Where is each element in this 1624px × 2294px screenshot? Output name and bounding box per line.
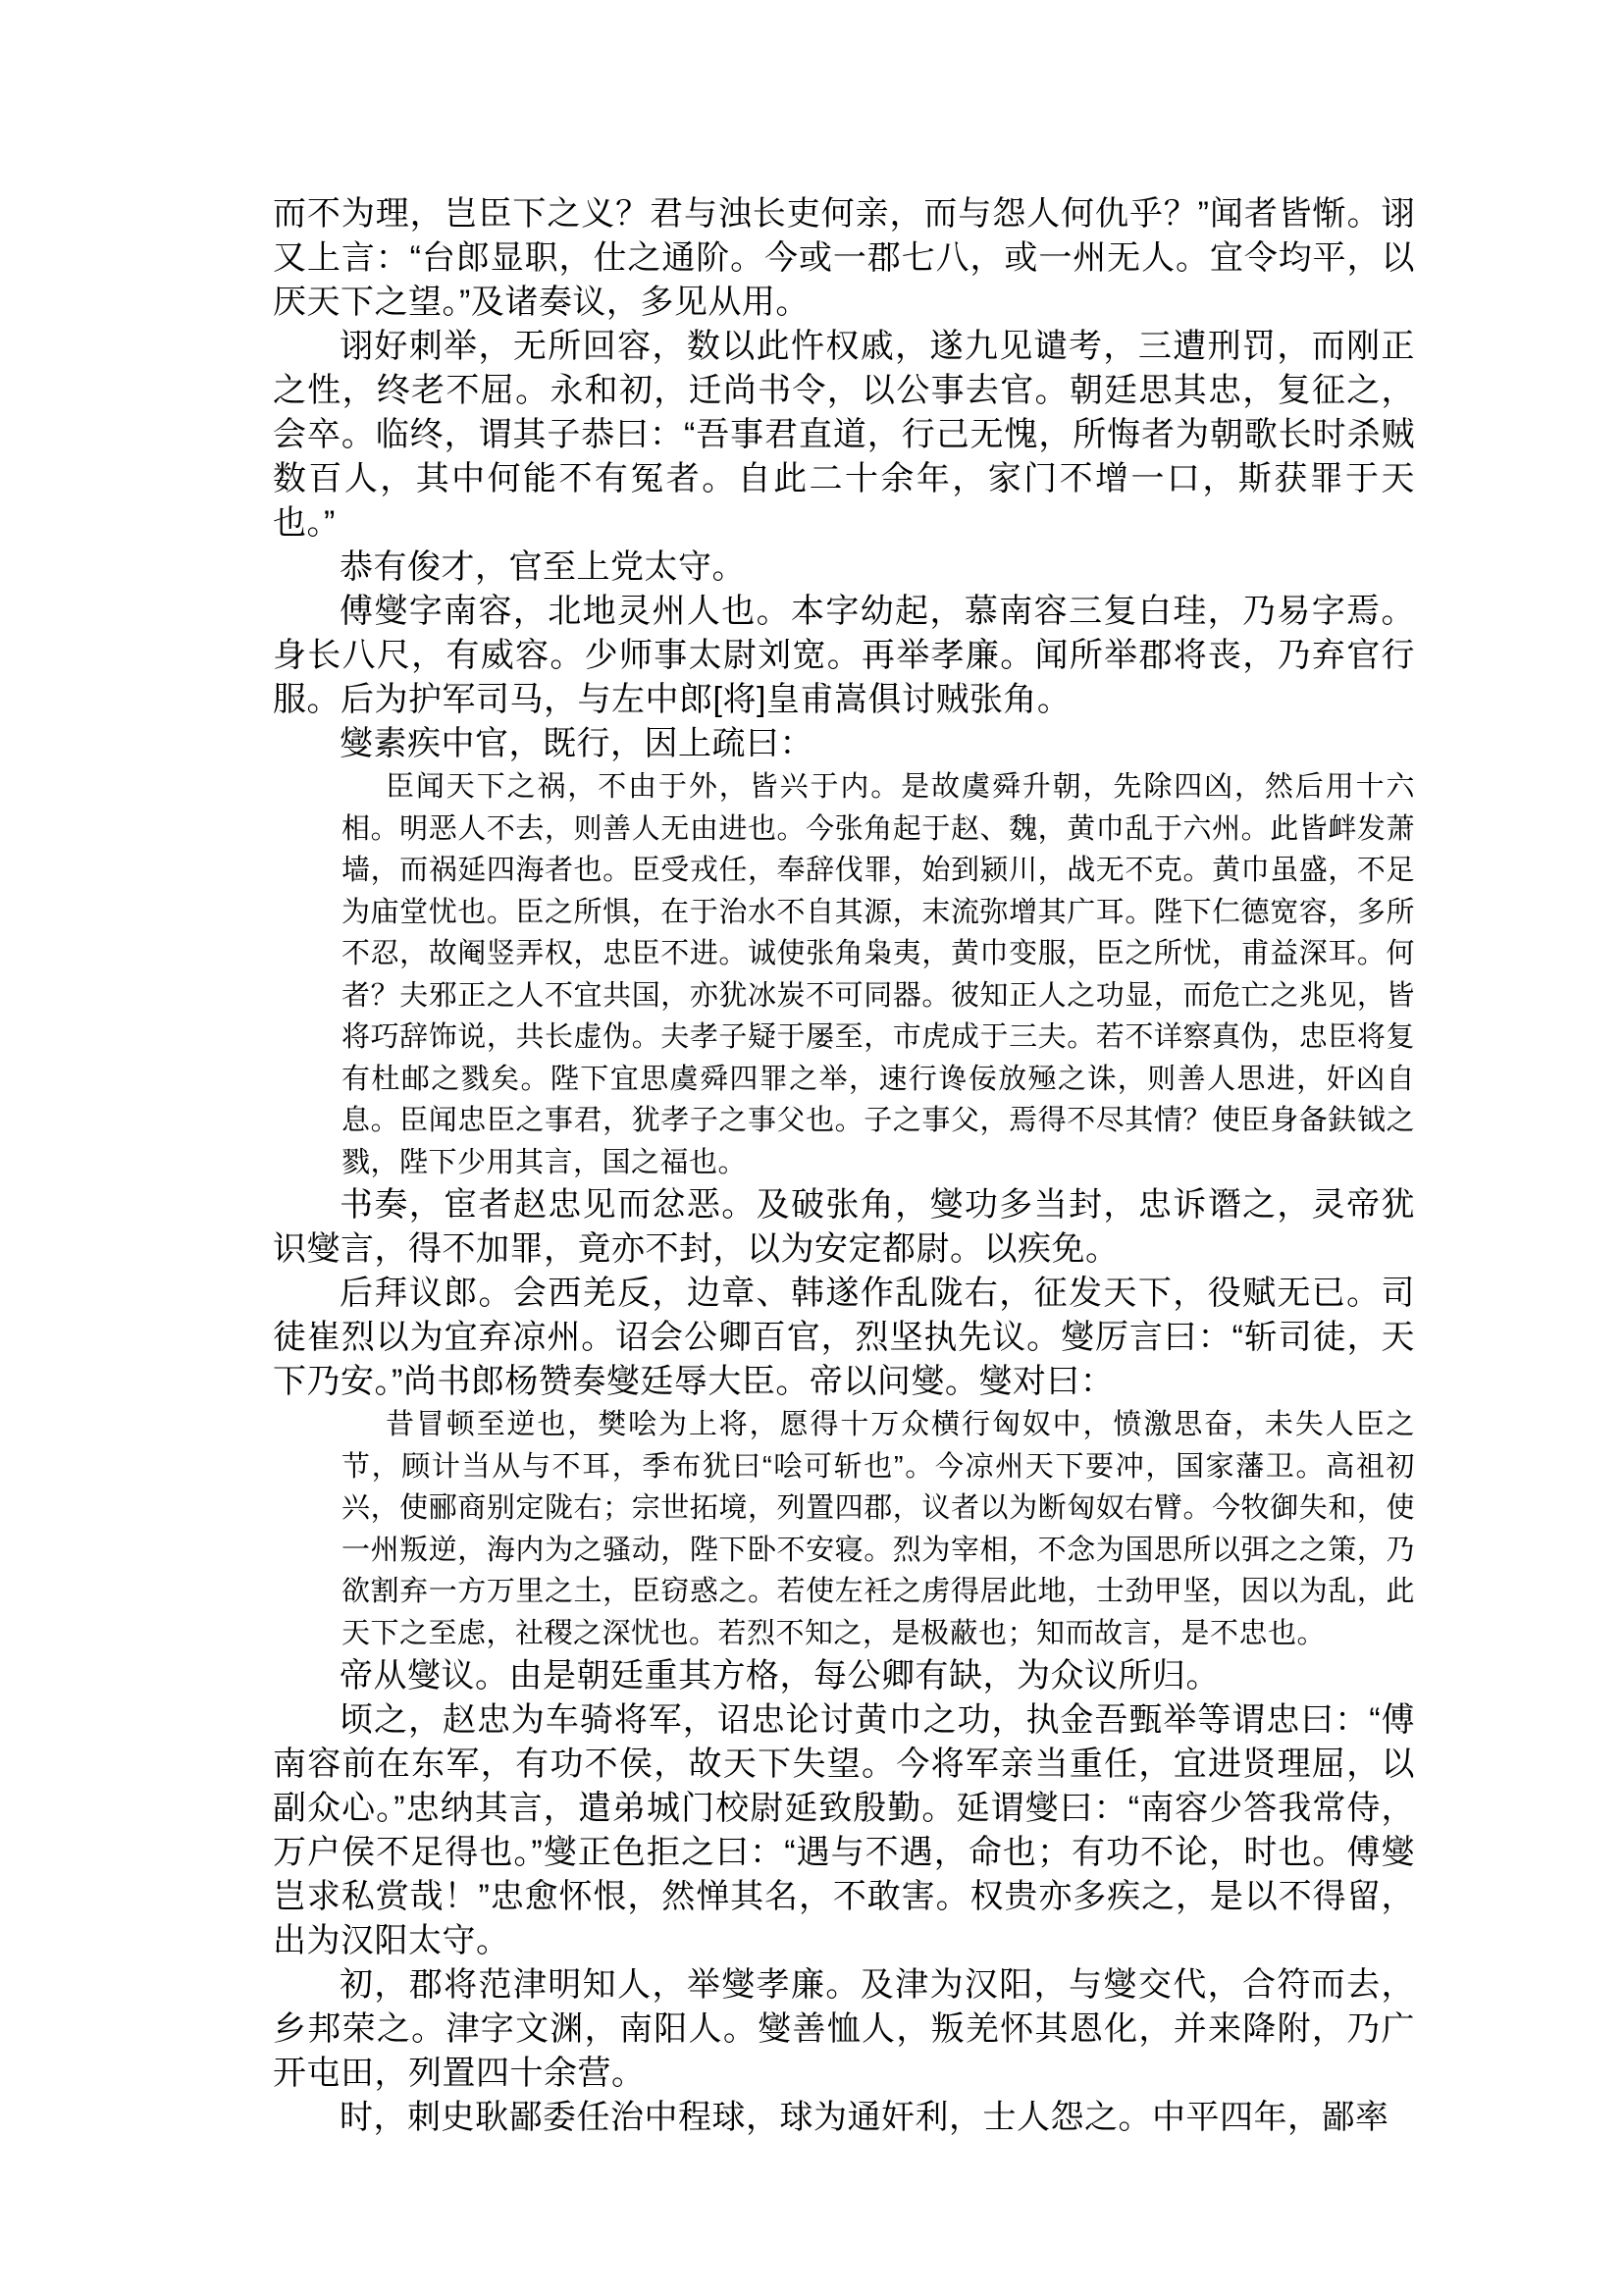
body-paragraph: 时，刺史耿鄙委任治中程球，球为通奸利，士人怨之。中平四年，鄙率	[340, 2099, 1389, 2136]
body-paragraph: 而不为理，岂臣下之义？君与浊长吏何亲，而与怨人何仇乎？”闻者皆惭。诩又上言：“台郎显职，仕之通阶。今或一郡七八，或一州无人。宜令均平，以厌天下之望。”及诸奏议，多见从用。	[273, 195, 1415, 321]
memorial-quote-paragraph: 昔冒顿至逆也，樊哙为上将，愿得十万众横行匈奴中，愤激思奋，未失人臣之节，顾计当从与不耳，季布犹曰“哙可斩也”。今凉州天下要冲，国家藩卫。高祖初兴，使郦商别定陇右；宗世拓境，列置四郡，议者以为断匈奴右臂。今牧御失和，使一州叛逆，海内为之骚动，陛下卧不安寝。烈为宰相，不念为国思所以弭之之策，乃欲割弃一方万里之土，臣窃惑之。若使左衽之虏得居此地，士劲甲坚，因以为乱，此天下之至虑，社稷之深忧也。若烈不知之，是极蔽也；知而故言，是不忠也。	[341, 1409, 1415, 1649]
body-paragraph: 燮素疾中官，既行，因上疏曰：	[340, 725, 813, 762]
body-paragraph: 后拜议郎。会西羌反，边章、韩遂作乱陇右，征发天下，役赋无已。司徒崔烈以为宜弃凉州。诏会公卿百官，烈坚执先议。燮厉言曰：“斩司徒，天下乃安。”尚书郎杨赞奏燮廷辱大臣。帝以问燮。燮对曰：	[273, 1275, 1415, 1400]
body-paragraph: 诩好刺举，无所回容，数以此忤权戚，遂九见谴考，三遭刑罚，而刚正之性，终老不屈。永和初，迁尚书令，以公事去官。朝廷思其忠，复征之，会卒。临终，谓其子恭曰：“吾事君直道，行己无愧，所悔者为朝歌长时杀贼数百人，其中何能不有冤者。自此二十余年，家门不增一口，斯获罪于天也。”	[273, 328, 1415, 542]
document-content	[273, 192, 1415, 2140]
body-paragraph: 傅燮字南容，北地灵州人也。本字幼起，慕南容三复白珪，乃易字焉。身长八尺，有威容。少师事太尉刘宽。再举孝廉。闻所举郡将丧，乃弃官行服。后为护军司马，与左中郎[将]皇甫嵩俱讨贼张角。	[273, 593, 1415, 718]
body-paragraph: 帝从燮议。由是朝廷重其方格，每公卿有缺，为众议所归。	[340, 1657, 1220, 1694]
body-paragraph: 顷之，赵忠为车骑将军，诏忠论讨黄巾之功，执金吾甄举等谓忠曰：“傅南容前在东军，有功不侯，故天下失望。今将军亲当重任，宜进贤理屈，以副众心。”忠纳其言，遣弟城门校尉延致殷勤。延谓燮曰：“南容少答我常侍，万户侯不足得也。”燮正色拒之曰：“遇与不遇，命也；有功不论，时也。傅燮岂求私赏哉！”忠愈怀恨，然惮其名，不敢害。权贵亦多疾之，是以不得留，出为汉阳太守。	[273, 1701, 1415, 1959]
body-paragraph: 恭有俊才，官至上党太守。	[340, 548, 746, 586]
memorial-quote-paragraph: 臣闻天下之祸，不由于外，皆兴于内。是故虞舜升朝，先除四凶，然后用十六相。明恶人不去，则善人无由进也。今张角起于赵、魏，黄巾乱于六州。此皆衅发萧墙，而祸延四海者也。臣受戎任，奉辞伐罪，始到颍川，战无不克。黄巾虽盛，不足为庙堂忧也。臣之所惧，在于治水不自其源，末流弥增其广耳。陛下仁德宽容，多所不忍，故阉竖弄权，忠臣不进。诚使张角枭夷，黄巾变服，臣之所忧，甫益深耳。何者？夫邪正之人不宜共国，亦犹冰炭不可同器。彼知正人之功显，而危亡之兆见，皆将巧辞饰说，共长虚伪。夫孝子疑于屡至，市虎成于三夫。若不详察真伪，忠臣将复有杜邮之戮矣。陛下宜思虞舜四罪之举，速行谗佞放殛之诛，则善人思进，奸凶自息。臣闻忠臣之事君，犹孝子之事父也。子之事父，焉得不尽其情？使臣身备鈇钺之戮，陛下少用其言，国之福也。	[341, 771, 1415, 1178]
body-paragraph: 初，郡将范津明知人，举燮孝廉。及津为汉阳，与燮交代，合符而去，乡邦荣之。津字文渊，南阳人。燮善恤人，叛羌怀其恩化，并来降附，乃广开屯田，列置四十余营。	[273, 1966, 1415, 2092]
body-paragraph: 书奏，宦者赵忠见而忿恶。及破张角，燮功多当封，忠诉谮之，灵帝犹识燮言，得不加罪，竟亦不封，以为安定都尉。以疾免。	[273, 1186, 1415, 1268]
